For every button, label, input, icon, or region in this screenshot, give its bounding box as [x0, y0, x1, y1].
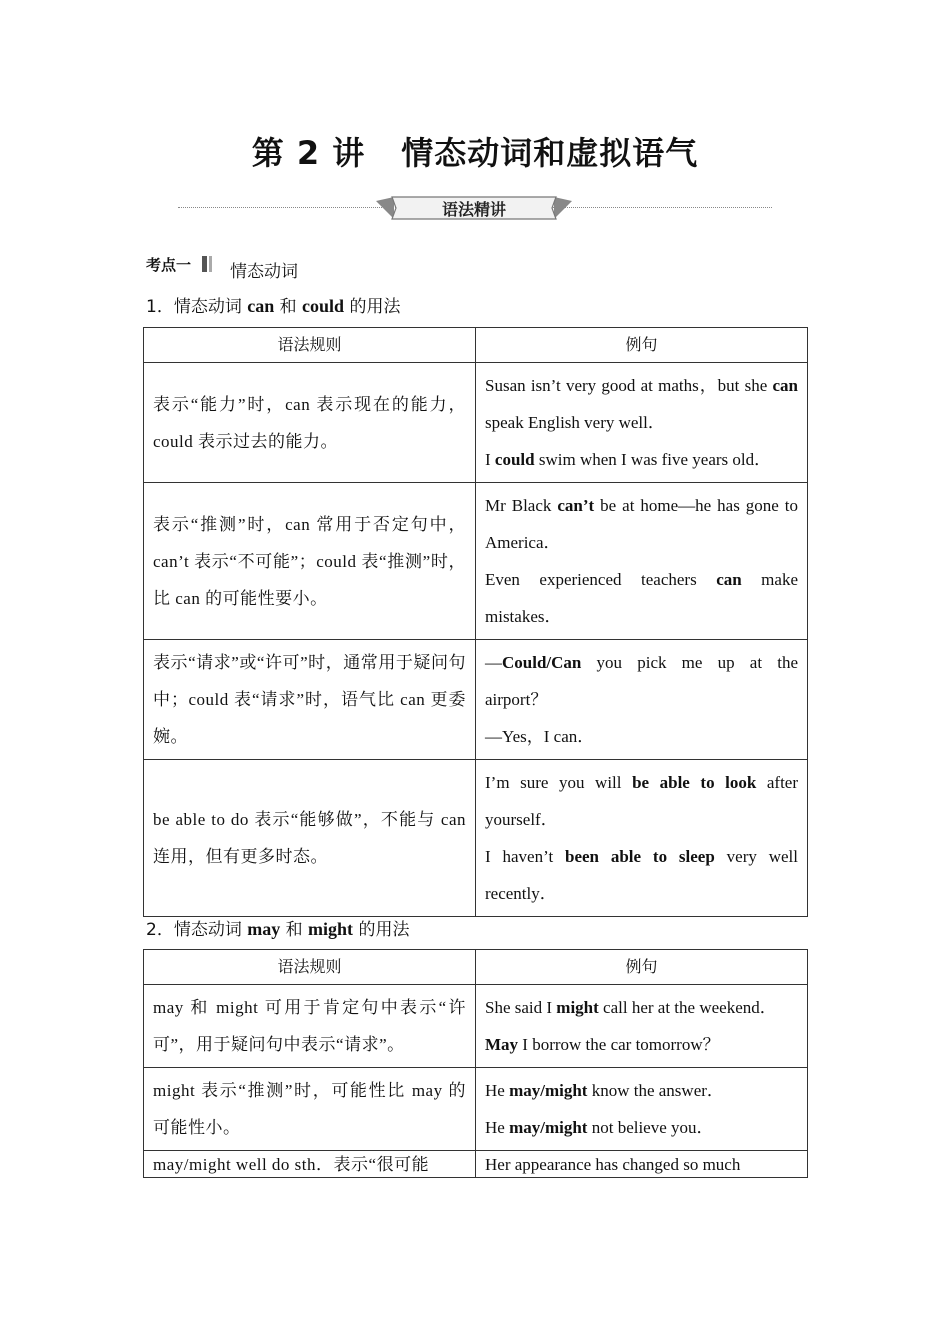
rule-cell: might 表示“推测”时，可能性比 may 的可能性小。: [144, 1068, 476, 1151]
header-rule: 语法规则: [144, 950, 476, 985]
point-title: 情态动词: [230, 262, 298, 282]
section-banner: [376, 195, 572, 221]
point-bar-icon: [202, 256, 212, 272]
example-sentence: —Could/Can you pick me up at the airport？: [485, 653, 798, 709]
section1-heading: 1．情态动词 can 和 could 的用法: [146, 296, 401, 317]
section2-heading: 2．情态动词 may 和 might 的用法: [146, 919, 410, 940]
example-sentence: Mr Black can’t be at home—he has gone to America．: [485, 496, 798, 552]
table-row: [144, 483, 808, 640]
example-sentence: I haven’t been able to sleep very well recently．: [485, 847, 798, 903]
table-row: [144, 1151, 808, 1178]
header-example: 例句: [476, 328, 808, 363]
table-header-row: [144, 328, 808, 363]
example-cell: [476, 985, 808, 1068]
rule-cell: may 和 might 可用于肯定句中表示“许可”，用于疑问句中表示“请求”。: [144, 985, 476, 1068]
example-sentence: I could swim when I was five years old．: [485, 450, 772, 469]
example-cell: [476, 640, 808, 760]
example-cell: [476, 483, 808, 640]
header-example: 例句: [476, 950, 808, 985]
example-cell: [476, 760, 808, 917]
banner-label: 语法精讲: [441, 200, 506, 219]
section1-table: [143, 327, 808, 917]
table-header-row: [144, 950, 808, 985]
example-cell: [476, 1151, 808, 1178]
example-sentence: He may/might know the answer．: [485, 1081, 724, 1100]
table-row: [144, 760, 808, 917]
rule-cell: 表示“请求”或“许可”时，通常用于疑问句中；could 表“请求”时，语气比 can 更委婉。: [144, 640, 476, 760]
table-row: [144, 640, 808, 760]
rule-cell: 表示“能力”时，can 表示现在的能力，could 表示过去的能力。: [144, 363, 476, 483]
section2-table: [143, 949, 808, 1178]
rule-cell: 表示“推测”时，can 常用于否定句中，can’t 表示“不可能”；could 表“推测”时，比 can 的可能性要小。: [144, 483, 476, 640]
table-row: [144, 363, 808, 483]
example-sentence: I’m sure you will be able to look after yourself．: [485, 773, 799, 829]
rule-cell: be able to do 表示“能够做”，不能与 can 连用，但有更多时态。: [144, 760, 476, 917]
example-sentence: He may/might not believe you．: [485, 1118, 714, 1137]
table-row: [144, 985, 808, 1068]
example-cell: [476, 363, 808, 483]
example-sentence: Her appearance has changed so much: [485, 1155, 741, 1174]
example-sentence: Susan isn’t very good at maths，but she can speak English very well．: [485, 376, 798, 432]
example-sentence: She said I might call her at the weekend．: [485, 998, 777, 1017]
example-sentence: May I borrow the car tomorrow？: [485, 1035, 720, 1054]
example-sentence: Even experienced teachers can make mistakes．: [485, 570, 798, 626]
point-label: 考点一: [146, 256, 192, 274]
example-cell: [476, 1068, 808, 1151]
header-rule: 语法规则: [144, 328, 476, 363]
page-title: 第 2 讲 情态动词和虚拟语气: [251, 134, 699, 172]
rule-cell: may/might well do sth．表示“很可能: [144, 1151, 476, 1178]
table-row: [144, 1068, 808, 1151]
example-sentence: —Yes，I can．: [485, 727, 595, 746]
